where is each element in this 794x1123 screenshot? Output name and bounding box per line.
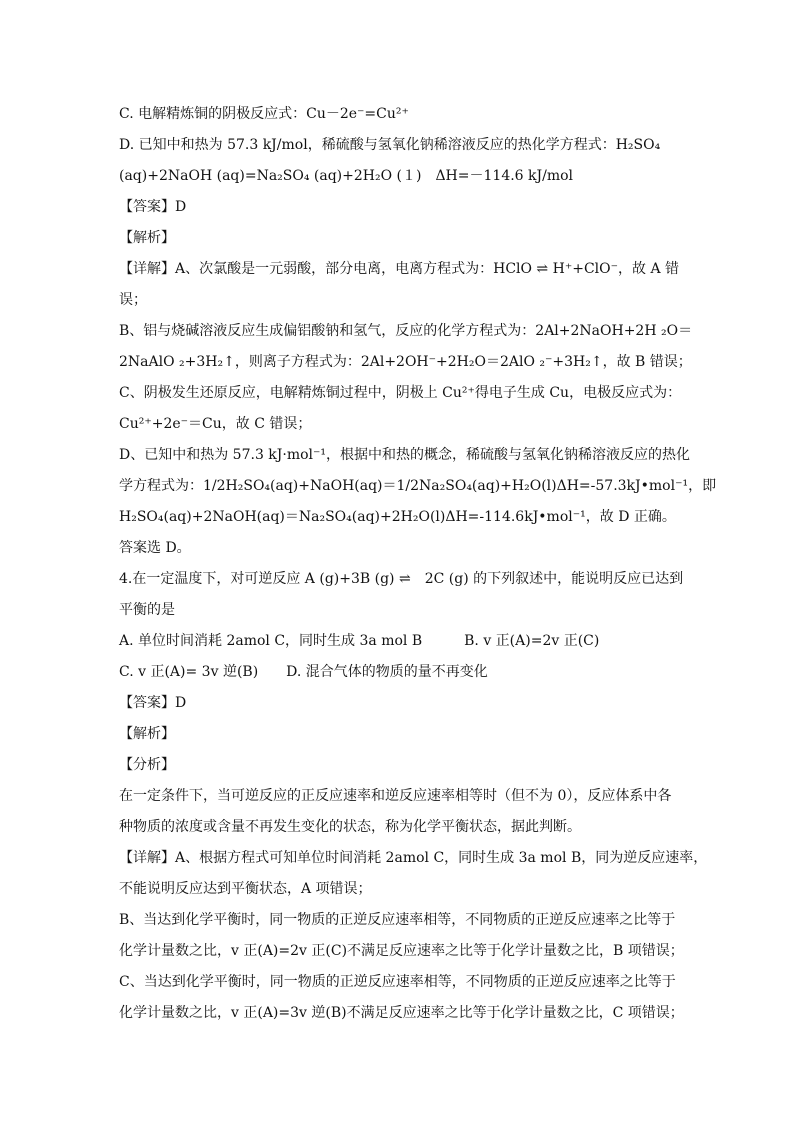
option-d-line-2: (aq)+2NaOH (aq)=Na₂SO₄ (aq)+2H₂O (１) ΔH=－114.6 kJ/mol <box>119 168 574 184</box>
analysis-sub-label-q4: 【分析】 <box>119 757 175 773</box>
answer-label-q3: 【答案】D <box>119 199 187 215</box>
q4-detail-a-line-2: 不能说明反应达到平衡状态，A 项错误； <box>119 881 372 897</box>
analysis-line-2: 种物质的浓度或含量不再发生变化的状态，称为化学平衡状态，据此判断。 <box>119 819 581 835</box>
detail-d-line-2: 学方程式为：1/2H₂SO₄(aq)+NaOH(aq)＝1/2Na₂SO₄(aq)+H₂O(l)ΔH=-57.3kJ•mol⁻¹，即 <box>119 478 717 494</box>
analysis-label-q3: 【解析】 <box>119 230 175 246</box>
analysis-label-q4: 【解析】 <box>119 726 175 742</box>
detail-c-line-2: Cu²⁺+2e⁻＝Cu，故 C 错误； <box>119 416 312 432</box>
question-4-options-ab: A. 单位时间消耗 2amol C，同时生成 3a mol B B. v 正(A)=2v 正(C) <box>119 633 600 649</box>
q4-detail-b-line-1: B、当达到化学平衡时，同一物质的正逆反应速率相等，不同物质的正逆反应速率之比等于 <box>119 912 676 928</box>
detail-b-line-1: B、铝与烧碱溶液反应生成偏铝酸钠和氢气，反应的化学方程式为：2Al+2NaOH+2H ₂O＝ <box>119 323 693 339</box>
question-4-line-1: 4.在一定温度下，对可逆反应 A (g)+3B (g) ⇌ 2C (g) 的下列叙述中，能说明反应已达到 <box>119 571 684 587</box>
detail-c-line-1: C、阴极发生还原反应，电解精炼铜过程中，阴极上 Cu²⁺得电子生成 Cu，电极反应式为： <box>119 385 682 401</box>
question-4-options-cd: C. v 正(A)= 3v 逆(B) D. 混合气体的物质的量不再变化 <box>119 664 488 680</box>
analysis-line-1: 在一定条件下，当可逆反应的正反应速率和逆反应速率相等时（但不为 0），反应体系中各 <box>119 788 672 804</box>
q4-detail-c-line-1: C、当达到化学平衡时，同一物质的正逆反应速率相等，不同物质的正逆反应速率之比等于 <box>119 974 676 990</box>
detail-d-line-1: D、已知中和热为 57.3 kJ·mol⁻¹，根据中和热的概念，稀硫酸与氢氧化钠稀溶液反应的热化 <box>119 447 691 463</box>
question-4-line-2: 平衡的是 <box>119 602 175 618</box>
detail-a-line-1: 【详解】A、次氯酸是一元弱酸，部分电离，电离方程式为：HClO ⇌ H⁺+ClO⁻，故 A 错 <box>119 261 680 277</box>
option-d-line-1: D. 已知中和热为 57.3 kJ/mol，稀硫酸与氢氧化钠稀溶液反应的热化学方程式：H₂SO₄ <box>119 137 661 153</box>
answer-label-q4: 【答案】D <box>119 695 187 711</box>
option-c-line: C. 电解精炼铜的阴极反应式：Cu－2e⁻=Cu²⁺ <box>119 106 409 122</box>
detail-b-line-2: 2NaAlO ₂+3H₂↑，则离子方程式为：2Al+2OH⁻+2H₂O＝2AlO ₂⁻+3H₂↑，故 B 错误； <box>119 354 692 370</box>
q4-detail-a-line-1: 【详解】A、根据方程式可知单位时间消耗 2amol C，同时生成 3a mol B，同为逆反应速率， <box>119 850 708 866</box>
q4-detail-c-line-2: 化学计量数之比，v 正(A)=3v 逆(B)不满足反应速率之比等于化学计量数之比，C 项错误； <box>119 1005 684 1021</box>
q4-detail-b-line-2: 化学计量数之比，v 正(A)=2v 正(C)不满足反应速率之比等于化学计量数之比，B 项错误； <box>119 943 684 959</box>
answer-choice-q3: 答案选 D。 <box>119 540 191 556</box>
detail-a-line-2: 误； <box>119 292 147 308</box>
detail-d-line-3: H₂SO₄(aq)+2NaOH(aq)＝Na₂SO₄(aq)+2H₂O(l)ΔH=-114.6kJ•mol⁻¹，故 D 正确。 <box>119 509 676 525</box>
